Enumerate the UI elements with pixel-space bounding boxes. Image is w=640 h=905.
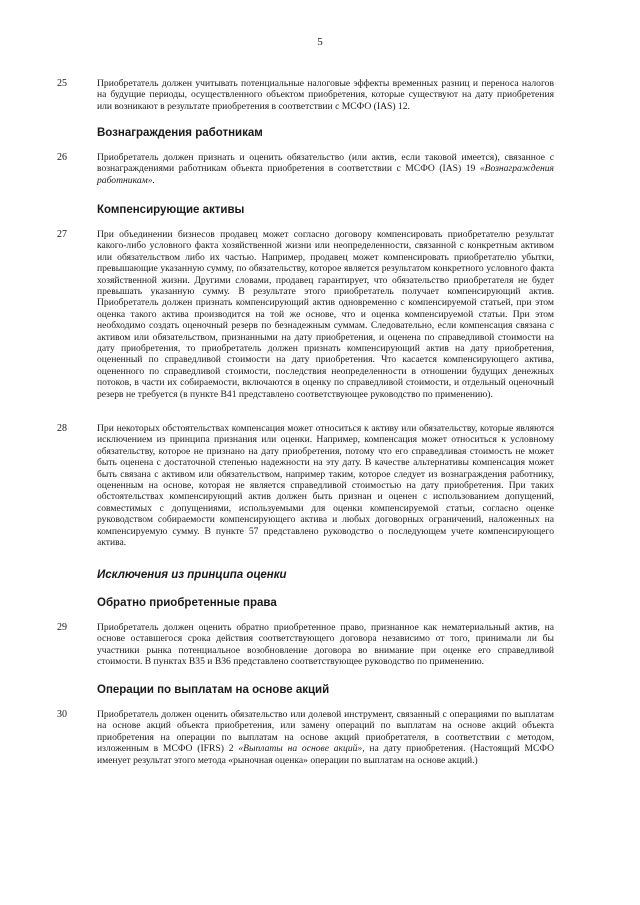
paragraph-number: 28 [57,423,67,434]
section-heading-reacquired-rights: Обратно приобретенные права [97,597,277,609]
paragraph-number: 29 [57,622,67,633]
paragraph-text-main: Приобретатель должен оценить обязательство или долевой инструмент, связанный с операциями по выплатам на основе акций объекта приобретения, или замену операций по выплатам на основе акций объекта приобретения на операции по выплатам на основе акций приобретателя, в соответствии с методом, изложенным в МСФО (IFRS) 2 [97,709,554,755]
paragraph-text: Приобретатель должен оценить обратно приобретенное право, признанное как нематериальный актив, на основе оставшегося срока действия соответствующего договора независимо от того, принимали ли бы участники рынка потенциальное возобновление договора во внимание при оценке его справедливой стоимости. В пунктах B35 и B36 представлено соответствующее руководство по применению. [97,622,554,668]
paragraph-number: 30 [57,709,67,720]
paragraph-text: Приобретатель должен учитывать потенциальные налоговые эффекты временных разниц и переноса налогов на будущие периоды, осуществленного объектом приобретения, которые существуют на дату приобретения или возникают в результате приобретения в соответствии с МСФО (IAS) 12. [97,78,554,112]
section-heading-share-based-payments: Операции по выплатам на основе акций [97,684,330,696]
section-heading-employee-benefits: Вознаграждения работникам [97,127,263,139]
standard-title: «Вознаграждения работникам». [97,163,554,186]
paragraph-text [97,709,554,766]
section-heading-indemnification-assets: Компенсирующие активы [97,204,245,216]
paragraph-text-main: Приобретатель должен признать и оценить обязательство (или актив, если таковой имеется), связанное с вознаграждениями работникам объекта приобретения в соответствии с МСФО (IAS) 19 [97,152,554,175]
paragraph-number: 27 [57,229,67,240]
paragraph-number: 25 [57,78,67,89]
standard-title: «Выплаты на основе акций», [238,743,365,755]
paragraph-text: При объединении бизнесов продавец может согласно договору компенсировать приобретателю результат какого-либо условного факта хозяйственной жизни или неопределенности, связанной с конкретным активом или обязательством либо их частью. Например, продавец может компенсировать приобретателю убытки, превышающие указанную сумму, по обязательству, которое является результатом конкретного условного факта хозяйственной жизни. Другими словами, продавец гарантирует, что обязательство приобретателя не будет превышать указанную сумму. В результате этого приобретатель получает компенсирующий актив. Приобретатель должен признать компенсирующий актив одновременно с компенсируемой статьей, при этом оценка такого актива производится на той же основе, что и оценка компенсируемой статьи. При этом необходимо создать оценочный резерв по безнадежным суммам. Следовательно, если компенсация связана с активом или обязательством, признанными на дату приобретения, и оценена по справедливой стоимости на дату приобретения, то приобретатель должен признать компенсирующий актив на дату приобретения, оцененный по справедливой стоимости на дату приобретения. Что касается компенсирующего актива, оцененного по справедливой стоимости, последствия неопределенности в отношении будущих денежных потоков, в части их собираемости, включаются в оценку по справедливой стоимости, и отдельный оценочный резерв не требуется (в пункте B41 представлено соответствующее руководство по применению). [97,229,554,400]
paragraph-number: 26 [57,152,67,163]
paragraph-text: При некоторых обстоятельствах компенсация может относиться к активу или обязательству, которые являются исключением из принципа признания или оценки. Например, компенсация может относиться к условному обязательству, которое не признано на дату приобретения, потому что его справедливая стоимость не может быть оценена с достаточной степенью надежности на эту дату. В качестве альтернативы компенсация может быть связана с активом или обязательством, например таким, которое следует из вознаграждения работнику, оцененным на основе, которая не является справедливой стоимостью на дату приобретения. При таких обстоятельствах компенсирующий актив должен быть признан и оценен с использованием допущений, совместимых с допущениями, используемыми для оценки компенсируемой статьи, согласно оценке руководством собираемости компенсирующего актива и любых договорных ограничений, наложенных на компенсируемую сумму. В пункте 57 представлено руководство о последующем учете компенсирующего актива. [97,423,554,549]
page-number: 5 [317,36,323,48]
paragraph-text [97,152,554,186]
paragraph-text-end: на дату приобретения. (Настоящий МСФО именует результат этого метода «рыночная оценка» операции по выплатам на основе акций.) [97,743,554,766]
subheading-measurement-exceptions: Исключения из принципа оценки [97,569,287,581]
